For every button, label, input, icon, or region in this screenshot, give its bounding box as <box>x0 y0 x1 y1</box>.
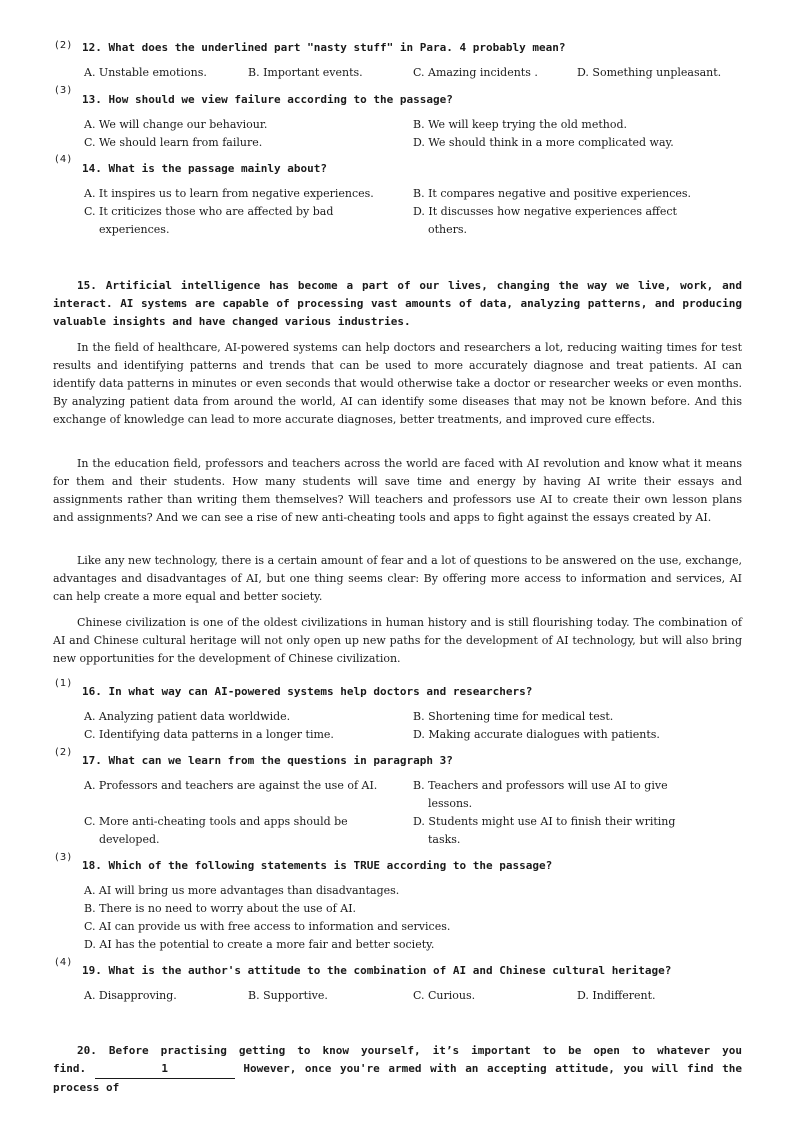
q19-option-b: B. Supportive. <box>248 989 328 1002</box>
question-18-stem: 18. Which of the following statements is TRUE according to the passage? <box>82 859 553 872</box>
q17-option-b <box>413 777 668 813</box>
question-part-number: (4) <box>55 957 73 968</box>
q14-option-d-line1: D. It discusses how negative experiences affect <box>413 205 677 218</box>
q17-option-d <box>413 813 675 849</box>
q13-option-c: C. We should learn from failure. <box>84 136 263 149</box>
q17-option-a: A. Professors and teachers are against the use of AI. <box>84 779 378 792</box>
q19-option-c: C. Curious. <box>413 989 476 1002</box>
passage-15-paragraph-4: Chinese civilization is one of the oldest civilizations in human history and is still flourishing today. The combination of AI and Chinese cultural heritage will not only open up new paths for the development of AI technology, but will also bring new opportunities for the development of Chinese civilization. <box>53 616 742 665</box>
q17-option-b-line1: B. Teachers and professors will use AI to give <box>413 779 668 792</box>
q17-option-c-line2: developed. <box>99 833 160 846</box>
q18-option-a: A. AI will bring us more advantages than disadvantages. <box>84 884 400 897</box>
q16-option-d: D. Making accurate dialogues with patients. <box>413 728 660 741</box>
q14-option-d-line2: others. <box>428 223 468 236</box>
passage-20-line-1: 20. Before practising getting to know yourself, it’s important to be open to whatever you <box>77 1044 742 1057</box>
question-part-number: (2) <box>55 40 73 51</box>
q18-option-b: B. There is no need to worry about the use of AI. <box>84 902 357 915</box>
q13-option-d: D. We should think in a more complicated way. <box>413 136 674 149</box>
passage-15-intro: 15. Artificial intelligence has become a part of our lives, changing the way we live, work, and interact. AI systems are capable of processing vast amounts of data, analyzing patterns, and producing valuable insights and have changed various industries. <box>53 279 742 328</box>
q14-option-c-line2: experiences. <box>99 223 170 236</box>
question-17-stem: 17. What can we learn from the questions in paragraph 3? <box>82 754 453 767</box>
q17-option-b-line2: lessons. <box>428 797 473 810</box>
question-part-number: (2) <box>55 747 73 758</box>
q17-option-c-line1: C. More anti-cheating tools and apps should be <box>84 815 348 828</box>
q14-option-b: B. It compares negative and positive experiences. <box>413 187 692 200</box>
answer-blank-1[interactable]: 1 <box>95 1060 235 1079</box>
q17-option-d-line1: D. Students might use AI to finish their writing <box>413 815 676 828</box>
q18-option-c: C. AI can provide us with free access to information and services. <box>84 920 451 933</box>
passage-15-paragraph-1: In the field of healthcare, AI-powered systems can help doctors and researchers a lot, reducing waiting times for test results and identifying patterns and trends that can be used to more accurately diagnose and treat patients. AI can identify data patterns in minutes or even seconds that would otherwise take a doctor or researcher weeks or even months. By analyzing patient data from around the world, AI can identify some diseases that may not be known before. And this exchange of knowledge can lead to more accurate diagnoses, better treatments, and improved cure effects. <box>53 341 742 426</box>
question-part-number: (3) <box>55 85 73 96</box>
q13-option-b: B. We will keep trying the old method. <box>413 118 628 131</box>
q16-option-a: A. Analyzing patient data worldwide. <box>84 710 291 723</box>
q18-option-d: D. AI has the potential to create a more fair and better society. <box>84 938 435 951</box>
passage-20-line-2 <box>53 1060 742 1097</box>
question-14-stem: 14. What is the passage mainly about? <box>82 162 328 175</box>
q16-option-c: C. Identifying data patterns in a longer time. <box>84 728 334 741</box>
q19-option-d: D. Indifferent. <box>577 989 656 1002</box>
q14-option-c-line1: C. It criticizes those who are affected by bad <box>84 205 334 218</box>
question-16-stem: 16. In what way can AI-powered systems help doctors and researchers? <box>82 685 533 698</box>
q16-option-b: B. Shortening time for medical test. <box>413 710 614 723</box>
question-part-number: (1) <box>55 678 73 689</box>
q13-option-a: A. We will change our behaviour. <box>84 118 268 131</box>
passage-15-paragraph-2: In the education field, professors and teachers across the world are faced with AI revolution and know what it means for them and their students. How many students will save time and energy by having AI write their essays and assignments rather than writing them themselves? Will teachers and professors use AI to create their own lesson plans and assignments? And we can see a rise of new anti-cheating tools and apps to fight against the essays created by AI. <box>53 457 742 524</box>
q12-option-d: D. Something unpleasant. <box>577 66 722 79</box>
question-12-stem: 12. What does the underlined part "nasty stuff" in Para. 4 probably mean? <box>82 41 566 54</box>
q12-option-a: A. Unstable emotions. <box>84 66 207 79</box>
q19-option-a: A. Disapproving. <box>84 989 177 1002</box>
q17-option-c <box>84 813 348 849</box>
q12-option-c: C. Amazing incidents . <box>413 66 538 79</box>
question-part-number: (3) <box>55 852 73 863</box>
passage-20-rest: However, once you're armed with an accepting attitude, you will find the process of <box>53 1062 742 1094</box>
q14-option-a: A. It inspires us to learn from negative experiences. <box>84 187 374 200</box>
question-part-number: (4) <box>55 154 73 165</box>
question-19-stem: 19. What is the author's attitude to the combination of AI and Chinese cultural heritage? <box>82 964 672 977</box>
q12-option-b: B. Important events. <box>248 66 363 79</box>
q14-option-c <box>84 203 333 239</box>
q14-option-d <box>413 203 677 239</box>
passage-20-find: find. <box>53 1062 87 1075</box>
passage-15-paragraph-3: Like any new technology, there is a certain amount of fear and a lot of questions to be answered on the use, exchange, advantages and disadvantages of AI, but one thing seems clear: By offering more access to information and services, AI can help create a more equal and better society. <box>53 554 742 603</box>
question-13-stem: 13. How should we view failure according to the passage? <box>82 93 453 106</box>
q17-option-d-line2: tasks. <box>428 833 461 846</box>
